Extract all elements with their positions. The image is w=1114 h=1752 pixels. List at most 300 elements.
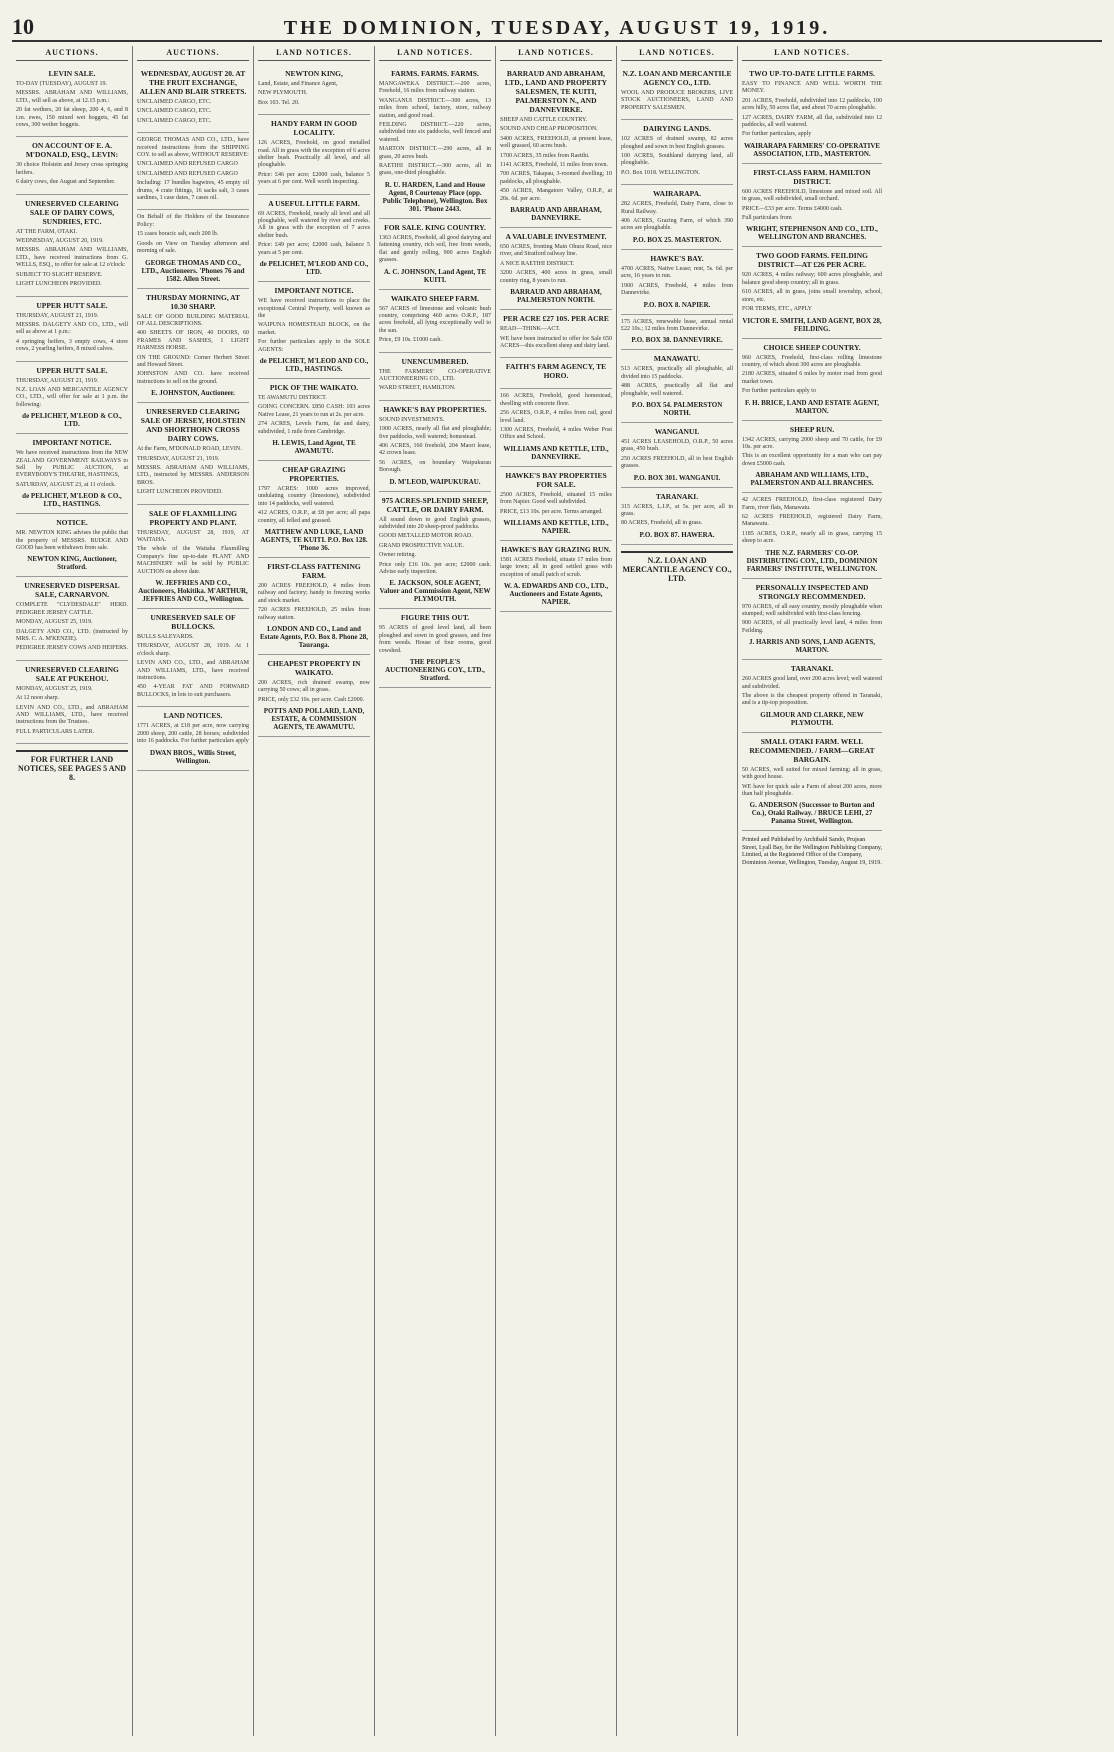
advertisement <box>379 219 491 290</box>
ad-headline: THURSDAY MORNING, AT 10.30 SHARP. <box>145 292 241 311</box>
ad-text: SOUND AND CHEAP PROPOSITION. <box>500 126 598 133</box>
advertisement <box>621 120 733 185</box>
ad-text: 30 choice Holstein and Jersey cross springing heifers. <box>16 162 128 176</box>
ad-text: 406 ACRES, Grazing Farm, of which 390 acres are ploughable. <box>621 218 733 232</box>
ad-text: The whole of the Waitaha Flaxmilling Company's fine up-to-date PLANT AND MACHINERY will be sold by PUBLIC AUCTION on above date. <box>137 546 249 575</box>
ad-headline: WAIKATO SHEEP FARM. <box>390 293 480 303</box>
advertisement <box>258 282 370 379</box>
ad-text: For further particulars apply to <box>742 388 816 395</box>
ad-text: THURSDAY, AUGUST 21, 1919. <box>16 377 99 384</box>
ad-headline: HAWKE'S BAY. <box>650 253 704 263</box>
ad-text: 1185 ACRES, O.R.P., nearly all in grass, carrying 15 sheep to acre. <box>742 530 882 545</box>
ad-text: THURSDAY, AUGUST 28, 1919, AT WAITAHA. <box>137 529 249 543</box>
ad-text: WE have received instructions to place the exceptional Central Property, well known as the <box>258 298 370 319</box>
advertisement <box>258 195 370 282</box>
ad-text: We have received instructions from the NEW ZEALAND GOVERNMENT RAILWAYS to Sell by PUBLIC AUCTION, at EVERYBODY'S THEATRE, HASTINGS, <box>16 450 128 479</box>
ad-headline: FIRST-CLASS FARM. HAMILTON DISTRICT. <box>753 167 871 186</box>
advertisement <box>742 164 882 248</box>
advertisement <box>500 467 612 541</box>
ad-text: 6 dairy cows, due August and September. <box>16 179 116 186</box>
ad-text: At 12 noon sharp. <box>16 695 59 702</box>
ad-headline: NOTICE. <box>56 518 88 528</box>
ad-headline: WEDNESDAY, AUGUST 20. AT THE FRUIT EXCHANGE, ALLEN AND BLAIR STREETS. <box>139 69 247 96</box>
ad-text: 412 ACRES, O.R.P., at £8 per acre; all papa country, all felled and grassed. <box>258 510 370 524</box>
ad-signature: POTTS AND POLLARD, LAND, ESTATE, & COMMISSION AGENTS, TE AWAMUTU. <box>263 707 365 732</box>
advertisement <box>379 65 491 219</box>
advertisement <box>16 65 128 137</box>
ad-signature: P.O. BOX 54. PALMERSTON NORTH. <box>631 400 723 417</box>
ad-text: UNCLAIMED AND REFUSED CARGO <box>137 161 238 168</box>
ad-signature: THE N.Z. FARMERS' CO-OP. DISTRIBUTING COY., LTD., DOMINION FARMERS' INSTITUTE, WELLINGTON. <box>746 548 878 573</box>
ad-text: PRICE, only £32 10s. per acre. Cash £2000. <box>258 696 365 703</box>
ad-signature: GILMOUR AND CLARKE, NEW PLYMOUTH. <box>760 710 864 727</box>
ad-text: 1797 ACRES: 1000 acres improved, undulating country (limestone), subdivided into 14 paddocks, well watered. <box>258 485 370 507</box>
ad-signature: WILLIAMS AND KETTLE, LTD., NAPIER. <box>503 518 609 535</box>
ad-signature: E. JACKSON, SOLE AGENT, Valuer and Commission Agent, NEW PLYMOUTH. <box>379 579 491 604</box>
page-number: 10 <box>12 14 34 39</box>
ad-text: 256 ACRES, O.R.P., 4 miles from rail, good level land. <box>500 410 612 424</box>
advertisement <box>137 289 249 404</box>
advertisement <box>258 115 370 194</box>
ad-text: Goods on View on Tuesday afternoon and morning of sale. <box>137 240 249 255</box>
ad-text: SATURDAY, AUGUST 23, at 11 o'clock. <box>16 481 116 488</box>
ad-text: MONDAY, AUGUST 25, 1919. <box>16 685 93 692</box>
advertisement <box>137 707 249 770</box>
ad-text: Box 103. Tel. 20. <box>258 99 300 106</box>
advertisement <box>742 579 882 661</box>
ad-headline: MANAWATU. <box>653 354 701 364</box>
advertisement <box>16 577 128 660</box>
ad-signature: DWAN BROS., Willis Street, Wellington. <box>150 748 236 765</box>
column-5 <box>496 46 617 1736</box>
advertisement <box>621 185 733 250</box>
column-footer: N.Z. LOAN AND MERCANTILE AGENCY CO., LTD. <box>621 551 733 583</box>
ad-text: LIGHT LUNCHEON PROVIDED. <box>137 489 223 496</box>
ad-text: WE have for quick sale a Farm of about 200 acres, more than half ploughable. <box>742 783 882 798</box>
ad-text: SOUND INVESTMENTS. <box>379 416 445 423</box>
newspaper-title: THE DOMINION, TUESDAY, AUGUST 19, 1919. <box>283 17 831 39</box>
ad-signature: J. HARRIS AND SONS, LAND AGENTS, MARTON. <box>748 638 876 655</box>
ad-headline: ON ACCOUNT OF E. A. M'DONALD, ESQ., LEVIN: <box>25 141 119 160</box>
ad-text: LEVIN AND CO., LTD., and ABRAHAM AND WILLIAMS, LTD., have received instructions. <box>137 660 249 682</box>
ad-headline: PER ACRE £27 10S. PER ACRE <box>503 314 609 324</box>
ad-text: 4700 ACRES, Native Lease; rent, 5s. 6d. per acre, 16 years to run. <box>621 265 733 280</box>
ad-signature: WRIGHT, STEPHENSON AND CO., LTD., WELLINGTON AND BRANCHES. <box>746 225 878 242</box>
ad-headline: DAIRYING LANDS. <box>643 124 711 134</box>
ad-headline: CHEAP GRAZING PROPERTIES. <box>282 464 346 483</box>
ad-headline: LEVIN SALE. <box>48 69 96 78</box>
publisher-imprint: Printed and Published by Archibald Sando, Prujean Street, Lyall Bay, for the Wellington Publishing Company, Limited, at the Registered Office of the Company, Dominion Avenue, Wellington, Tuesday, August 19, 1919. <box>742 837 882 866</box>
ad-headline: UNRESERVED DISPERSAL SALE, CARNARVON. <box>24 581 120 600</box>
ad-signature: WAIRARAPA FARMERS' CO-OPERATIVE ASSOCIATION, LTD., MASTERTON. <box>743 141 881 158</box>
ad-signature: A. C. JOHNSON, Land Agent, TE KUITI. <box>383 267 487 284</box>
ad-text: On Behalf of the Holders of the Insurance Policy: <box>137 214 249 228</box>
section-heading: LAND NOTICES. <box>621 46 733 61</box>
ad-text: For further particulars, apply <box>742 131 812 138</box>
advertisement <box>258 558 370 655</box>
ad-text: 80 ACRES, Freehold, all in grass. <box>621 520 703 527</box>
ad-headline: HAWKE'S BAY PROPERTIES FOR SALE. <box>505 470 607 489</box>
advertisement <box>621 488 733 545</box>
advertisement <box>137 505 249 609</box>
ad-headline: TWO GOOD FARMS. FEILDING DISTRICT—AT £26 PER ACRE. <box>756 251 868 270</box>
advertisement <box>379 609 491 688</box>
ad-text: 2180 ACRES, situated 6 miles by motor road from good market town. <box>742 371 882 385</box>
ad-text: 1342 ACRES, carrying 2000 sheep and 70 cattle, for £9 10s. per acre. <box>742 436 882 450</box>
ad-text: 69 ACRES, Freehold, nearly all level and all ploughable, well watered by river and creeks. All in grass with the exception of 7 acres shelter bush. <box>258 210 370 239</box>
ad-headline: UNENCUMBERED. <box>401 356 469 366</box>
ad-text: 56 ACRES, on boundary Waipukurau Borough. <box>379 459 491 474</box>
ad-text: SUBJECT TO SLIGHT RESERVE. <box>16 271 103 278</box>
ad-text: 3400 ACRES, FREEHOLD, at present lease, well grassed, 60 acres bush. <box>500 135 612 150</box>
advertisement <box>621 250 733 315</box>
ad-text: GEORGE THOMAS AND CO., LTD., have received instructions from the SHIPPING COY. to sell as above, WITHOUT RESERVE: <box>137 137 249 159</box>
ad-text: WAIPUNA HOMESTEAD BLOCK, on the market. <box>258 322 370 336</box>
advertisement <box>379 353 491 401</box>
ad-text: MESSRS. ABRAHAM AND WILLIAMS, LTD., will sell as above, at 12.15 p.m.: <box>16 90 128 104</box>
advertisement <box>742 339 882 421</box>
ad-headline: TARANAKI. <box>655 491 699 501</box>
ad-text: 3200 ACRES, 400 acres in grass, small country ring, 8 years to run. <box>500 270 612 284</box>
ad-text: PEDIGREE JERSEY COWS AND HEIFERS. <box>16 645 128 652</box>
ad-text: BULLS SALEYARDS. <box>137 634 194 641</box>
ad-text: LIGHT LUNCHEON PROVIDED. <box>16 281 102 288</box>
ad-text: 260 ACRES good land, over 200 acres level; well watered and subdivided. <box>742 676 882 690</box>
column-1 <box>12 46 133 1736</box>
ad-headline: BARRAUD AND ABRAHAM, LTD., LAND AND PROPERTY SALESMEN, TE KUITI, PALMERSTON N., AND DANNEVIRKE. <box>504 69 608 114</box>
section-heading: LAND NOTICES. <box>379 46 491 61</box>
advertisement <box>621 423 733 488</box>
section-heading: LAND NOTICES. <box>500 46 612 61</box>
ad-text: WARD STREET, HAMILTON. <box>379 385 456 392</box>
ad-text: This is an excellent opportunity for a man who can pay down £5000 cash. <box>742 453 882 467</box>
advertisement <box>379 290 491 353</box>
ad-text: 650 ACRES, fronting Main Ohura Road, nice river, and Stratford railway line. <box>500 244 612 258</box>
ad-text: Price: £46 per acre; £2000 cash, balance 5 years at 6 per cent. Well worth inspecting. <box>258 171 370 186</box>
ad-headline: WANGANUI. <box>654 426 700 436</box>
ad-text: 127 ACRES, DAIRY FARM, all flat, subdivided into 12 paddocks, all well watered. <box>742 114 882 129</box>
ad-headline: FAITH'S FARM AGENCY, TE HORO. <box>505 362 607 381</box>
ad-text: TE AWAMUTU DISTRICT. <box>258 394 327 401</box>
ad-signature: MATTHEW AND LUKE, LAND AGENTS, TE KUITI. P.O. Box 128. 'Phone 36. <box>260 528 368 552</box>
advertisement <box>621 65 733 120</box>
ad-text: Full particulars from <box>742 215 792 222</box>
ad-text: P.O. Box 1018. WELLINGTON. <box>621 169 700 176</box>
ad-text: Price only £16 10s. per acre; £2000 cash. Advise early inspection. <box>379 561 491 576</box>
advertisement <box>621 350 733 423</box>
ad-signature: P.O. BOX 8. NAPIER. <box>643 300 711 309</box>
ad-headline: LAND NOTICES. <box>163 711 223 721</box>
ad-text: The above is the cheapest property offered in Taranaki, and is a tip-top proposition. <box>742 693 882 707</box>
advertisement <box>16 661 128 744</box>
ad-signature: E. JOHNSTON, Auctioneer. <box>151 389 235 398</box>
ad-signature: de PELICHET, M'LEOD & CO., LTD. <box>22 412 122 429</box>
advertisement <box>16 434 128 514</box>
ad-signature: BARRAUD AND ABRAHAM, PALMERSTON NORTH. <box>510 288 602 305</box>
ad-text: 451 ACRES LEASEHOLD, O.R.P., 50 acres grass, 450 bush. <box>621 438 733 453</box>
ad-text: 488 ACRES, practically all flat and ploughable, well watered. <box>621 383 733 397</box>
ad-headline: FIGURE THIS OUT. <box>400 613 470 623</box>
ad-headline: SHEEP RUN. <box>789 424 835 434</box>
advertisement <box>742 65 882 164</box>
advertisement <box>500 228 612 310</box>
advertisement <box>137 609 249 707</box>
ad-text: FULL PARTICULARS LATER. <box>16 728 95 735</box>
advertisement <box>137 133 249 210</box>
ad-text: WEDNESDAY, AUGUST 20, 1919. <box>16 238 104 245</box>
advertisement <box>258 379 370 461</box>
ad-text: GOOD METALLED MOTOR ROAD. <box>379 533 473 540</box>
ad-text: MESSRS. ABRAHAM AND WILLIAMS, LTD., have received instructions from G. WELLS, ESQ., to offer for sale at 12 o'clock: <box>16 247 128 269</box>
ad-signature: THE PEOPLE'S AUCTIONEERING COY., LTD., Stratford. <box>385 658 485 683</box>
advertisement <box>500 389 612 466</box>
column-4 <box>375 46 496 1736</box>
advertisement <box>742 660 882 733</box>
ad-text: 900 ACRES, of all practically level land, 4 miles from Feilding. <box>742 620 882 634</box>
ad-text: A NICE RAETIHI DISTRICT. <box>500 260 575 267</box>
ad-signature: D. M'LEOD, WAIPUKURAU. <box>389 477 481 486</box>
ad-text: 610 ACRES, all in grass, joins small township, school, store, etc. <box>742 289 882 303</box>
advertisement <box>621 315 733 351</box>
ad-headline: IMPORTANT NOTICE. <box>274 286 354 296</box>
ad-headline: IMPORTANT NOTICE. <box>32 438 112 448</box>
ad-text: 200 ACRES FREEHOLD, 4 miles from railway and factory; handy to freezing works and stock market. <box>258 583 370 604</box>
ad-text: SALE OF GOOD BUILDING MATERIAL OF ALL DESCRIPTIONS. <box>137 313 249 327</box>
section-heading: LAND NOTICES. <box>258 46 370 61</box>
ad-signature: de PELICHET, M'LEOD & CO., LTD., HASTINGS. <box>22 492 122 509</box>
ad-text: 960 ACRES, Freehold, first-class rolling limestone country, of which about 300 acres are ploughable. <box>742 354 882 368</box>
ad-signature: P.O. BOX 38. DANNEVIRKE. <box>631 336 723 345</box>
ad-text: Owner retiring. <box>379 552 416 559</box>
ad-text: N.Z. LOAN AND MERCANTILE AGENCY CO., LTD., will offer for sale at 1 p.m. the following: <box>16 386 128 408</box>
ad-text: All sound down to good English grasses, subdivided into 20 sheep-proof paddocks. <box>379 516 491 530</box>
ad-text: MANGAWEKA DISTRICT.—200 acres, Freehold, 16 miles from railway station. <box>379 81 491 95</box>
ad-signature: VICTOR E. SMITH, LAND AGENT, BOX 28, FEILDING. <box>742 316 882 333</box>
ad-signature: de PELICHET, M'LEOD AND CO., LTD., HASTINGS. <box>259 356 369 373</box>
ad-headline: A VALUABLE INVESTMENT. <box>505 232 607 242</box>
ad-text: THURSDAY, AUGUST 21, 1919. <box>137 455 220 462</box>
ad-headline: FARMS. FARMS. FARMS. <box>391 69 479 78</box>
ad-headline: UNRESERVED CLEARING SALE AT PUKEHOU. <box>25 664 119 683</box>
ad-text: SHEEP AND CATTLE COUNTRY. <box>500 117 588 123</box>
ad-text: MARTON DISTRICT.—290 acres, all in grass, 20 acres bush. <box>379 146 491 160</box>
ad-headline: PICK OF THE WAIKATO. <box>269 382 359 392</box>
advertisement <box>16 297 128 362</box>
ad-headline: SMALL OTAKI FARM. WELL RECOMMENDED. / FARM—GREAT BARGAIN. <box>749 736 875 764</box>
ad-text: 20 fat wethers, 20 fat sheep, 200 4, 6, and 8 t.m. ewes, 150 mixed wet hoggets, 45 fat cows, 300 wether hoggets. <box>16 107 128 129</box>
ad-text: 15 cases boracic salt, each 200 lb. <box>137 231 219 238</box>
columns-container <box>12 46 1102 1736</box>
ad-headline: HAWKE'S BAY PROPERTIES. <box>383 404 487 414</box>
ad-text: 600 ACRES FREEHOLD, limestone and mixed soil. All in grass, well subdivided, small orchard. <box>742 188 882 203</box>
ad-signature: G. ANDERSON (Successor to Burton and Co.), Otaki Railway. / BRUCE LEHI, 27 Panama Street, Wellington. <box>749 801 875 826</box>
ad-text: 450 ACRES, Mangatoro Valley, O.R.P., at 20s. 6d. per acre. <box>500 188 612 202</box>
ad-text: MESSRS. DALGETY AND CO., LTD., will sell as above at 1 p.m.: <box>16 321 128 336</box>
ad-headline: SALE OF FLAXMILLING PROPERTY AND PLANT. <box>148 508 238 527</box>
advertisement <box>379 401 491 492</box>
ad-text: Price: £49 per acre; £2000 cash, balance 5 years at 5 per cent. <box>258 242 370 256</box>
ad-headline: FIRST-CLASS FATTENING FARM. <box>267 562 361 580</box>
ad-text: RAETIHI DISTRICT.—300 acres, all in grass, one-third ploughable. <box>379 163 491 177</box>
ad-text: At the Farm, M'DONALD ROAD, LEVIN. <box>137 446 242 453</box>
ad-text: MESSRS. ABRAHAM AND WILLIAMS, LTD., instructed by MESSRS. ANDERSON BROS. <box>137 464 249 486</box>
ad-text: Price, £9 10s. £1000 cash. <box>379 337 442 344</box>
ad-text: NEW PLYMOUTH. <box>258 90 308 97</box>
ad-signature: WILLIAMS AND KETTLE, LTD., DANNEVIRKE. <box>503 444 609 461</box>
advertisement <box>258 461 370 558</box>
ad-text: MONDAY, AUGUST 25, 1919. <box>16 619 93 626</box>
ad-text: 201 ACRES, Freehold, subdivided into 12 paddocks, 100 acres hilly, 50 acres flat, and about 70 acres ploughable. <box>742 97 882 112</box>
ad-text: 920 ACRES, 4 miles railway; 600 acres ploughable, and balance good sheep country; all in grass. <box>742 272 882 286</box>
ad-text: TO-DAY (TUESDAY), AUGUST 19. <box>16 81 107 87</box>
advertisement <box>16 137 128 194</box>
ad-text: 700 ACRES, Takapau, 3-roomed dwelling; 10 paddocks, all ploughable. <box>500 171 612 185</box>
section-heading: AUCTIONS. <box>137 46 249 61</box>
ad-signature: P.O. BOX 87. HAWERA. <box>639 530 715 539</box>
ad-text: 406 ACRES, 160 freehold, 204 Maori lease, 42 crown lease. <box>379 442 491 457</box>
advertisement <box>742 421 882 494</box>
ad-signature: ABRAHAM AND WILLIAMS, LTD., PALMERSTON AND ALL BRANCHES. <box>750 471 874 488</box>
ad-headline: UNRESERVED CLEARING SALE OF JERSEY, HOLSTEIN AND SHORTHORN CROSS DAIRY COWS. <box>140 407 246 444</box>
ad-text: AT THE FARM, OTAKI. <box>16 228 78 235</box>
ad-signature: NEWTON KING, Auctioneer, Stratford. <box>27 555 117 572</box>
ad-signature: P.O. BOX 25. MASTERTON. <box>632 235 722 244</box>
advertisement <box>16 362 128 435</box>
ad-signature: BARRAUD AND ABRAHAM, DANNEVIRKE. <box>510 206 602 223</box>
section-heading: AUCTIONS. <box>16 46 128 61</box>
ad-text: 175 ACRES, renewable lease, annual rental £22 10s.; 12 miles from Dannevirke. <box>621 318 733 332</box>
ad-signature: LONDON AND CO., Land and Estate Agents, P.O. Box 8. Phone 28, Tauranga. <box>259 625 369 650</box>
advertisement <box>500 65 612 228</box>
ad-text: 1771 ACRES, at £18 per acre, now carrying 2000 sheep, 200 cattle, 28 horses; subdivided into 16 paddocks. For further particulars apply <box>137 723 249 745</box>
ad-text: WE have been instructed to offer for Sale 650 ACRES—this excellent sheep and dairy land. <box>500 335 612 349</box>
ad-text: DALGETY AND CO., LTD. (instructed by MRS. C. A. M'KENZIE). <box>16 628 128 643</box>
ad-text: 1700 ACRES, 35 miles from Raetihi. <box>500 152 590 159</box>
advertisement <box>16 195 128 297</box>
ad-text: GRAND PROSPECTIVE VALUE. <box>379 542 464 549</box>
ad-headline: UNRESERVED CLEARING SALE OF DAIRY COWS, SUNDRIES, ETC. <box>25 198 119 226</box>
ad-text: GOING CONCERN. £850 CASH: 103 acres Native Lease, 21 years to run at 2s. per acre. <box>258 404 370 418</box>
ad-text: WOOL AND PRODUCE BROKERS, LIVE STOCK AUCTIONEERS, LAND AND PROPERTY SALESMEN. <box>621 90 733 111</box>
ad-text: PRICE, £13 10s. per acre. Terms arranged. <box>500 508 603 515</box>
advertisement <box>500 541 612 612</box>
ad-text: JOHNSTON AND CO. have received instructions to sell on the ground. <box>137 371 249 385</box>
advertisement <box>742 733 882 832</box>
ad-text: 1581 ACRES Freehold, situate 17 miles from large town; all in good settled grass with exception of small patch of scrub. <box>500 556 612 578</box>
ad-headline: NEWTON KING, <box>285 69 343 78</box>
ad-signature: R. U. HARDEN, Land and House Agent, 8 Courtenay Place (opp. Public Telephone), Wellington. Box 301. 'Phone 2443. <box>382 180 488 213</box>
ad-signature: H. LEWIS, Land Agent, TE AWAMUTU. <box>272 438 356 455</box>
column-footer: FOR FURTHER LAND NOTICES, SEE PAGES 5 AND 8. <box>16 750 128 782</box>
ad-text: Including: 17 bundles bagwires, 45 empty oil drums, 4 crate fittings, 16 sacks salt, 3 cases sardines, 1 case dates, 7 cases oil. <box>137 180 249 202</box>
advertisement <box>742 493 882 578</box>
ad-signature: GEORGE THOMAS AND CO., LTD., Auctioneers. 'Phones 76 and 1582. Allen Street. <box>141 258 245 283</box>
advertisement <box>137 210 249 288</box>
advertisement <box>16 514 128 577</box>
ad-text: 513 ACRES, practically all ploughable, all divided into 15 paddocks. <box>621 366 733 380</box>
ad-headline: PERSONALLY INSPECTED AND STRONGLY RECOMMENDED. <box>755 582 869 601</box>
advertisement <box>742 247 882 338</box>
ad-text: 62 ACRES FREEHOLD, registered Dairy Farm, Manawatu. <box>742 513 882 528</box>
ad-headline: 975 ACRES-SPLENDID SHEEP, CATTLE, OR DAIRY FARM. <box>381 495 489 514</box>
ad-text: 126 ACRES, Freehold, on good metalled road. All in grass with the exception of 6 acres shelter bush. Practically all level, and all ploughable. <box>258 140 370 169</box>
advertisement <box>500 358 612 389</box>
ad-text: READ—THINK—ACT. <box>500 326 561 333</box>
ad-text: 100 ACRES, Southland dairying land, all ploughable. <box>621 153 733 167</box>
ad-text: 4 springing heifers, 3 empty cows, 4 store cows, 2 yearling heifers, 8 mixed calves. <box>16 338 128 353</box>
ad-headline: HANDY FARM IN GOOD LOCALITY. <box>270 119 358 138</box>
ad-headline: CHEAPEST PROPERTY IN WAIKATO. <box>267 659 361 678</box>
ad-text: 450 4-YEAR FAT AND FORWARD BULLOCKS, in lots to suit purchasers. <box>137 684 249 698</box>
column-6 <box>617 46 738 1736</box>
advertisement <box>379 492 491 610</box>
column-7 <box>738 46 886 1736</box>
ad-text: COMPLETE "CLYDESDALE" HERD. PEDIGREE JERSEY CATTLE. <box>16 602 128 616</box>
ad-text: 50 ACRES, well suited for mixed farming; all in grass, with good house. <box>742 766 882 781</box>
ad-signature: W. JEFFRIES AND CO., Auctioneers, Hokitika. M'ARTHUR, JEFFRIES AND CO., Wellington. <box>138 579 248 604</box>
ad-headline: A USEFUL LITTLE FARM. <box>268 198 360 208</box>
ad-text: 282 ACRES, Freehold, Dairy Farm, close to Rural Railway. <box>621 201 733 215</box>
ad-signature: W. A. EDWARDS AND CO., LTD., Auctioneers and Estate Agents, NAPIER. <box>503 582 609 607</box>
ad-text: 274 ACRES, Levels Farm, fat and dairy, subdivided, 1 mile from Cambridge. <box>258 421 370 435</box>
ad-text: ON THE GROUND: Corner Herbert Street and Howard Street. <box>137 354 249 368</box>
ad-headline: UPPER HUTT SALE. <box>36 300 108 310</box>
ad-text: THURSDAY, AUGUST 28, 1919. At 1 o'clock sharp. <box>137 643 249 657</box>
advertisement <box>137 403 249 504</box>
ad-text: UNCLAIMED AND REFUSED CARGO <box>137 170 238 177</box>
ad-text: 102 ACRES of drained swamp, 82 acres ploughed and sown in best English grasses. <box>621 136 733 150</box>
ad-text: 250 ACRES FREEHOLD, all in best English grasses. <box>621 455 733 470</box>
ad-text: 567 ACRES of limestone and volcanic bush country, comprising 460 acres O.R.P., 187 acres freehold, all lying exceptionally well to the sun. <box>379 305 491 334</box>
ad-text: THURSDAY, AUGUST 21, 1919. <box>16 312 99 319</box>
ad-text: MR. NEWTON KING advises the public that the property of MESSRS. BUDGE AND GOOD has been withdrawn from sale. <box>16 530 128 551</box>
ad-text: UNCLAIMED CARGO, ETC. <box>137 117 212 124</box>
ad-headline: WAIRARAPA. <box>653 189 701 199</box>
ad-text: 1900 ACRES, nearly all flat and ploughable; five paddocks, well watered; homestead. <box>379 426 491 440</box>
ad-headline: UPPER HUTT SALE. <box>36 365 108 375</box>
ad-text: UNCLAIMED CARGO, ETC. <box>137 108 212 115</box>
ad-text: 42 ACRES FREEHOLD, first-class registered Dairy Farm, river flats, Manawatu. <box>742 497 882 511</box>
column-2 <box>133 46 254 1736</box>
ad-text: 720 ACRES FREEHOLD, 25 miles from railway station. <box>258 607 370 621</box>
ad-headline: FOR SALE. KING COUNTRY. <box>384 222 486 232</box>
ad-text: For further particulars apply to the SOLE AGENTS: <box>258 339 370 353</box>
column-3 <box>254 46 375 1736</box>
advertisement <box>258 65 370 115</box>
ad-text: 2500 ACRES, Freehold, situated 15 miles from Napier. Good well subdivided. <box>500 491 612 506</box>
ad-text: 315 ACRES, L.I.P., at 5s. per acre, all in grass. <box>621 503 733 517</box>
ad-headline: N.Z. LOAN AND MERCANTILE AGENCY CO., LTD. <box>622 69 732 87</box>
ad-signature: P.O. BOX 301. WANGANUI. <box>633 473 721 482</box>
ad-headline: CHOICE SHEEP COUNTRY. <box>763 342 861 352</box>
ad-text: EASY TO FINANCE AND WELL WORTH THE MONEY. <box>742 81 882 95</box>
ad-signature: F. H. BRICE, LAND AND ESTATE AGENT, MARTON. <box>745 398 879 415</box>
ad-text: 970 ACRES, of all easy country, mostly ploughable when stumped; well subdivided with first-class fencing. <box>742 603 882 617</box>
advertisement <box>137 65 249 133</box>
section-heading: LAND NOTICES. <box>742 46 882 61</box>
ad-text: WANGANUI DISTRICT.—300 acres, 13 miles from school, factory, store, railway station, and good road. <box>379 97 491 119</box>
ad-text: 95 ACRES of good level land, all been ploughed and sown in good grasses, and free from weeds. House of four rooms, good cowshed. <box>379 625 491 654</box>
ad-text: THE FARMERS' CO-OPERATIVE AUCTIONEERING CO., LTD. <box>379 368 491 382</box>
ad-text: PRICE—£33 per acre. Terms £4000 cash. <box>742 205 843 212</box>
ad-headline: HAWKE'S BAY GRAZING RUN. <box>501 544 611 554</box>
ad-text: 1900 ACRES, Freehold, 4 miles from Dannevirke. <box>621 282 733 297</box>
ad-headline: TWO UP-TO-DATE LITTLE FARMS. <box>749 69 875 78</box>
ad-headline: TARANAKI. <box>790 664 834 674</box>
ad-text: Land, Estate, and Finance Agent, <box>258 81 338 87</box>
masthead <box>12 10 1102 42</box>
ad-text: 1141 ACRES, Freehold, 11 miles from town. <box>500 162 609 169</box>
